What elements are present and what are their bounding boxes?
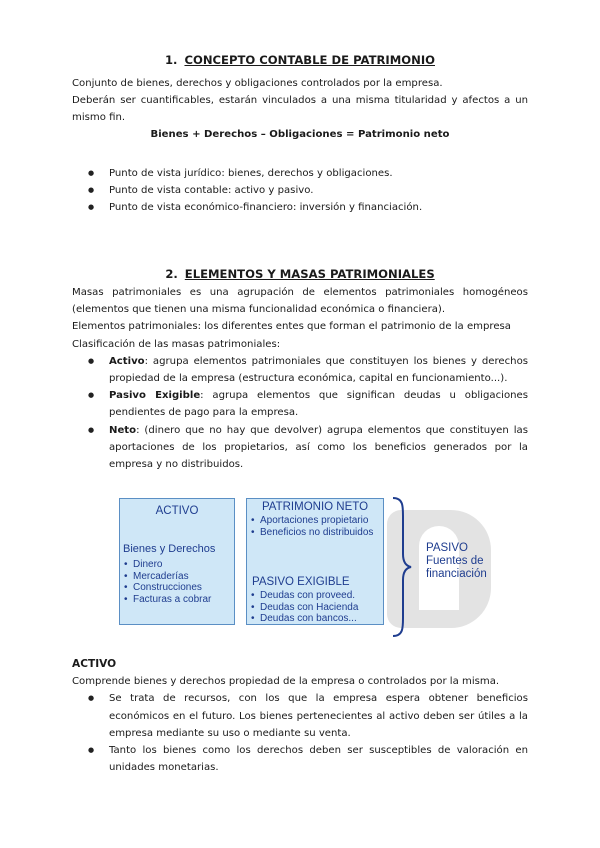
activo-section [72,656,528,776]
list-item: • Mercaderías [124,571,211,583]
section-2 [72,266,528,473]
masses-definition: Masas patrimoniales es una agrupación de elementos patrimoniales homogéneos (elementos que tienen una misma funcionalidad económica o financiera). [72,287,528,316]
patrimonio-pasivo-box [246,498,384,625]
activo-box-subtitle: Bienes y Derechos [123,543,216,555]
viewpoints-list [72,165,528,216]
patrimony-formula: Bienes + Derechos – Obligaciones = Patrimonio neto [150,129,450,140]
section-1-conditions: Deberán ser cuantificables, estarán vinculados a una misma titularidad y afectos a un mismo fin. [72,95,528,123]
desc-activo: : agrupa elementos patrimoniales que constituyen los bienes y derechos propiedad de la empresa (estructura económica, capital en funcionamiento...). [109,355,528,385]
activo-characteristics-list [72,690,528,776]
pasivo-line-1: PASIVO [426,542,468,554]
list-item: • Dinero [124,559,211,571]
activo-heading: ACTIVO [72,658,117,670]
classification-intro: Clasificación de las masas patrimoniales: [72,338,281,350]
section-1-heading [72,52,528,68]
section-2-heading [72,266,528,282]
list-item: ● Punto de vista jurídico: bienes, derechos y obligaciones. [72,165,528,182]
list-item: ● Punto de vista contable: activo y pasivo. [72,182,528,199]
list-item: ● Se trata de recursos, con los que la empresa espera obtener beneficios económicos en el futuro. Los bienes pertenecientes al activo deben ser útiles a la empresa mediante su uso o mediante su venta. [72,690,528,742]
section-1-title: CONCEPTO CONTABLE DE PATRIMONIO [184,53,435,67]
pasivo-line-3: financiación [426,568,487,580]
list-item-activo [72,353,528,387]
section-1-definition: Conjunto de bienes, derechos y obligaciones controlados por la empresa. [72,78,443,89]
list-item: • Beneficios no distribuidos [251,527,379,539]
term-neto: Neto [109,424,137,436]
list-item: ● Tanto los bienes como los derechos deben ser susceptibles de valoración en unidades monetarias. [72,742,528,776]
activo-box [119,498,235,625]
list-item: • Construcciones [124,582,211,594]
desc-neto: : (dinero que no hay que devolver) agrupa elementos que constituyen las aportaciones de los propietarios, así como los beneficios generados por la empresa y no distribuidos. [109,424,528,471]
activo-box-title: ACTIVO [155,505,199,517]
masses-list [72,353,528,473]
term-pasivo-exigible: Pasivo Exigible [109,390,201,402]
pasivo-label [426,542,487,581]
list-item: • Deudas con Hacienda [251,602,358,614]
list-item-pasivo-exigible [72,387,528,421]
elements-definition: Elementos patrimoniales: los diferentes entes que forman el patrimonio de la empresa [72,321,511,333]
list-item: • Facturas a cobrar [124,594,211,606]
section-2-title: ELEMENTOS Y MASAS PATRIMONIALES [184,267,435,281]
desc-pasivo-exigible: : agrupa elementos que significan deudas u obligaciones pendientes de pago para la empresa. [109,390,528,419]
list-item: • Deudas con proveed. [251,590,358,602]
pn-items [251,515,379,538]
list-item: ● Punto de vista económico-financiero: inversión y financiación. [72,199,528,216]
section-2-number: 2. [165,267,178,281]
curly-brace-icon [389,496,413,638]
list-item: • Deudas con bancos... [251,613,358,625]
list-item-neto [72,422,528,474]
pasivo-line-2: Fuentes de [426,555,484,567]
activo-definition: Comprende bienes y derechos propiedad de la empresa o controlados por la misma. [72,676,500,688]
pe-items [251,590,358,625]
balance-diagram [119,492,491,638]
term-activo: Activo [109,355,145,367]
pn-box-title: PATRIMONIO NETO [261,501,369,513]
section-1 [72,52,528,216]
activo-items [124,559,211,606]
list-item: • Aportaciones propietario [251,515,379,527]
pe-box-title: PASIVO EXIGIBLE [252,576,350,588]
section-1-number: 1. [164,53,178,67]
